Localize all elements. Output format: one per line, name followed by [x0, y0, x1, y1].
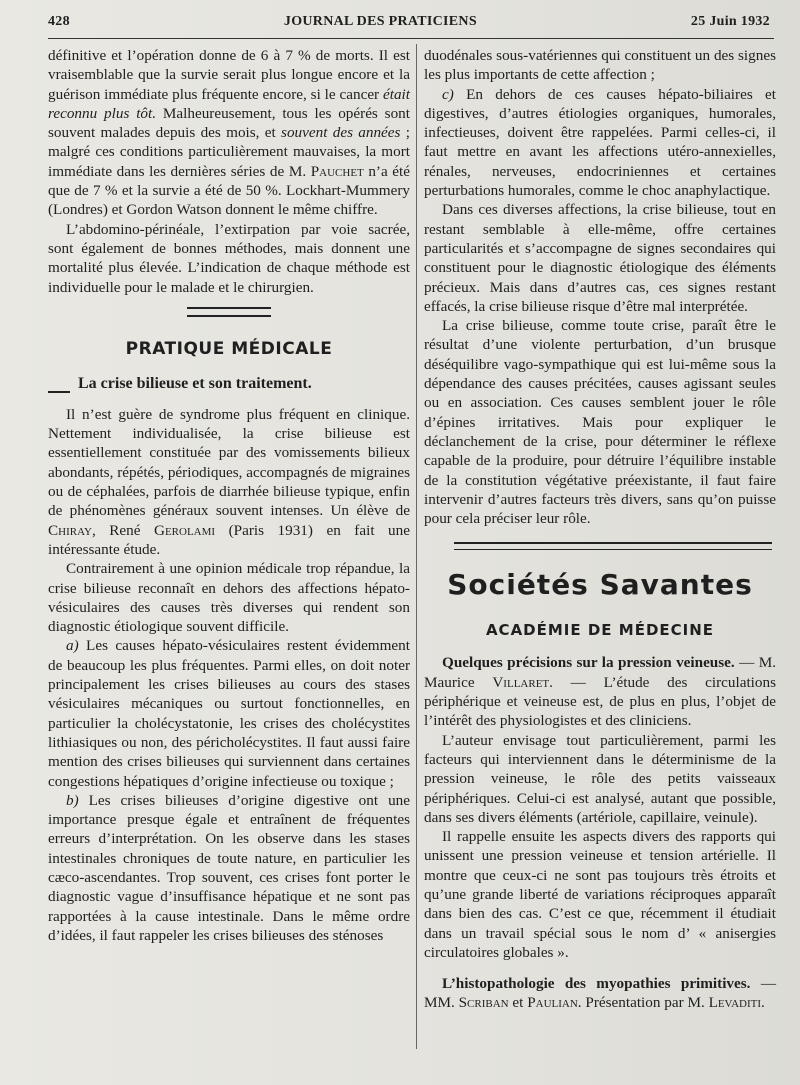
- column-divider: [416, 44, 417, 1049]
- paragraph: L’abdomino-périnéale, l’extirpation par voie sacrée, sont également de bonnes méthodes, mais donnent une mortalité plus élevée. L’indication de chaque méthode est individuelle pour le malade et le chirurgien.: [48, 220, 410, 296]
- header-rule: [48, 38, 774, 39]
- section-title: PRATIQUE MÉDICALE: [125, 338, 333, 359]
- article-title: La crise bilieuse et son traitement.: [78, 375, 410, 393]
- paragraph: a) Les causes hépato-vésiculaires restent évidemment de beaucoup les plus fréquentes. Parmi elles, on doit noter principalement les crises bilieuses au cours des stases vésiculaires mécaniques ou surtout fonctionnelles, en particulier la cholécystatonie, les crises des cholécystites lithiasiques ou non, des péricholécystites. Il faut aussi faire mention des crises bilieuses qui surviennent dans certaines congestions hépatiques d’origine infectieuse ou toxique ;: [48, 637, 410, 790]
- section-rule: [187, 307, 271, 317]
- paragraph: duodénales sous-vatériennes qui constituent un des signes les plus importants de cette affection ;: [424, 47, 776, 84]
- right-column: [424, 46, 776, 1013]
- paragraph: Il n’est guère de syndrome plus fréquent en clinique. Nettement individualisée, la crise bilieuse est essentiellement constituée par des vomissements bilieux abondants, répétés, périodiques, accompagnés de migraines ou de céphalées, parfois de diarrhée bilieuse typique, enfin de phénomènes généraux souvent intenses. Un élève de Chiray, René Gerolami (Paris 1931) en fait une intéressante étude.: [48, 405, 410, 558]
- paragraph: définitive et l’opération donne de 6 à 7 % de morts. Il est vraisemblable que la survie serait plus longue encore et la guérison immédiate plus fréquente encore, si le cancer était reconnu plus tôt. Malheureusement, tous les opérés sont souvent malades depuis des mois, et souvent des années ; malgré ces conditions particulièrement mauvaises, la mort immédiate dans les dernières séries de M. Pauchet n’a été que de 7 % et la survie a été de 50 %. Lockhart-Mummery (Londres) et Gordon Watson donnent le même chiffre.: [48, 47, 411, 219]
- issue-date: 25 Juin 1932: [690, 14, 770, 29]
- paragraph: Dans ces diverses affections, la crise bilieuse, tout en restant semblable à elle-même, offre certaines particularités et s’accompagne de signes secondaires qui constituent pour le diagnostic étiologique des éléments précieux. Mais dans d’autres cas, ces signes restant effacés, la crise bilieuse risque d’être mal interprétée.: [424, 201, 776, 315]
- paragraph: La crise bilieuse, comme toute crise, paraît être le résultat d’une violente perturbation, d’un brusque déséquilibre vago-sympathique qui est lui-même sous la dépendance des causes précitées, causes agissant seules ou en association. Ces causes semblent jouer le rôle d’épines irritatives. Mais pour expliquer le déclanchement de la crise, pour déterminer le réflexe capable de la produire, pour détruire l’équilibre instable de la constitution végétative préexistante, il faut faire intervenir d’autres facteurs très divers, sans qu’on puisse pour cela préciser leur rôle.: [424, 317, 776, 528]
- subsection-title: ACADÉMIE DE MÉDECINE: [485, 621, 715, 640]
- paragraph: c) En dehors de ces causes hépato-biliaires et digestives, d’autres étiologies organiques, humorales, infectieuses, doivent être rappelées. Parmi celles-ci, il faut mettre en avant les affections utéro-annexielles, rénales, nerveuses, endocriniennes et certaines perturbations humorales, comme le choc anaphylactique.: [424, 85, 776, 200]
- paragraph: Il rappelle ensuite les aspects divers des rapports qui unissent une pression veineuse et tension artérielle. Il montre que ceux-ci ne sont pas toujours très étroits et qu’une grande liberté de variations réciproques apparaît dans bien des cas. C’est ce que, récemment il étudiait dans un travail spécial sous le nom d’ « anisergies circulatoires globales ».: [424, 828, 776, 961]
- journal-title: JOURNAL DES PRATICIENS: [283, 14, 477, 29]
- paragraph: L’auteur envisage tout particulièrement, parmi les facteurs qui interviennent dans le déterminisme de la pression veineuse, le rôle des petits vaisseaux périphériques. Celui-ci est analysé, autant que possible, dans ses divers éléments (artériole, capillaire, veinule).: [424, 731, 776, 826]
- paragraph: b) Les crises bilieuses d’origine digestive ont une importance presque égale et entraînent de fréquentes erreurs d’interprétation. On les observe dans les stases intestinales chroniques de toute nature, en particulier les cæco-ascendantes. Trop souvent, ces crises font porter le diagnostic vague d’insuffisance hépatique et ne sont pas rapportées à la cause intestinale. Dans le même ordre d’idées, il faut rappeler les crises bilieuses des sténoses: [48, 791, 410, 944]
- paragraph: Quelques précisions sur la pression veineuse. — M. Maurice Villaret. — L’étude des circulations périphérique et veineuse est, de plus en plus, l’objet de l’intérêt des physiologistes et des cliniciens.: [424, 654, 776, 730]
- section-rule: [454, 542, 772, 550]
- page-number: 428: [48, 14, 70, 29]
- paragraph: Contrairement à une opinion médicale trop répandue, la crise bilieuse reconnaît en dehors des affections hépato-vésiculaires des causes très diverses qui rendent son diagnostic étiologique souvent difficile.: [48, 560, 410, 636]
- page-header: [48, 14, 770, 36]
- left-column: [48, 46, 410, 945]
- paragraph: L’histopathologie des myopathies primitives. — MM. Scriban et Paulian. Présentation par M. Levaditi.: [424, 975, 777, 1012]
- section-title: Sociétés Savantes: [447, 568, 753, 602]
